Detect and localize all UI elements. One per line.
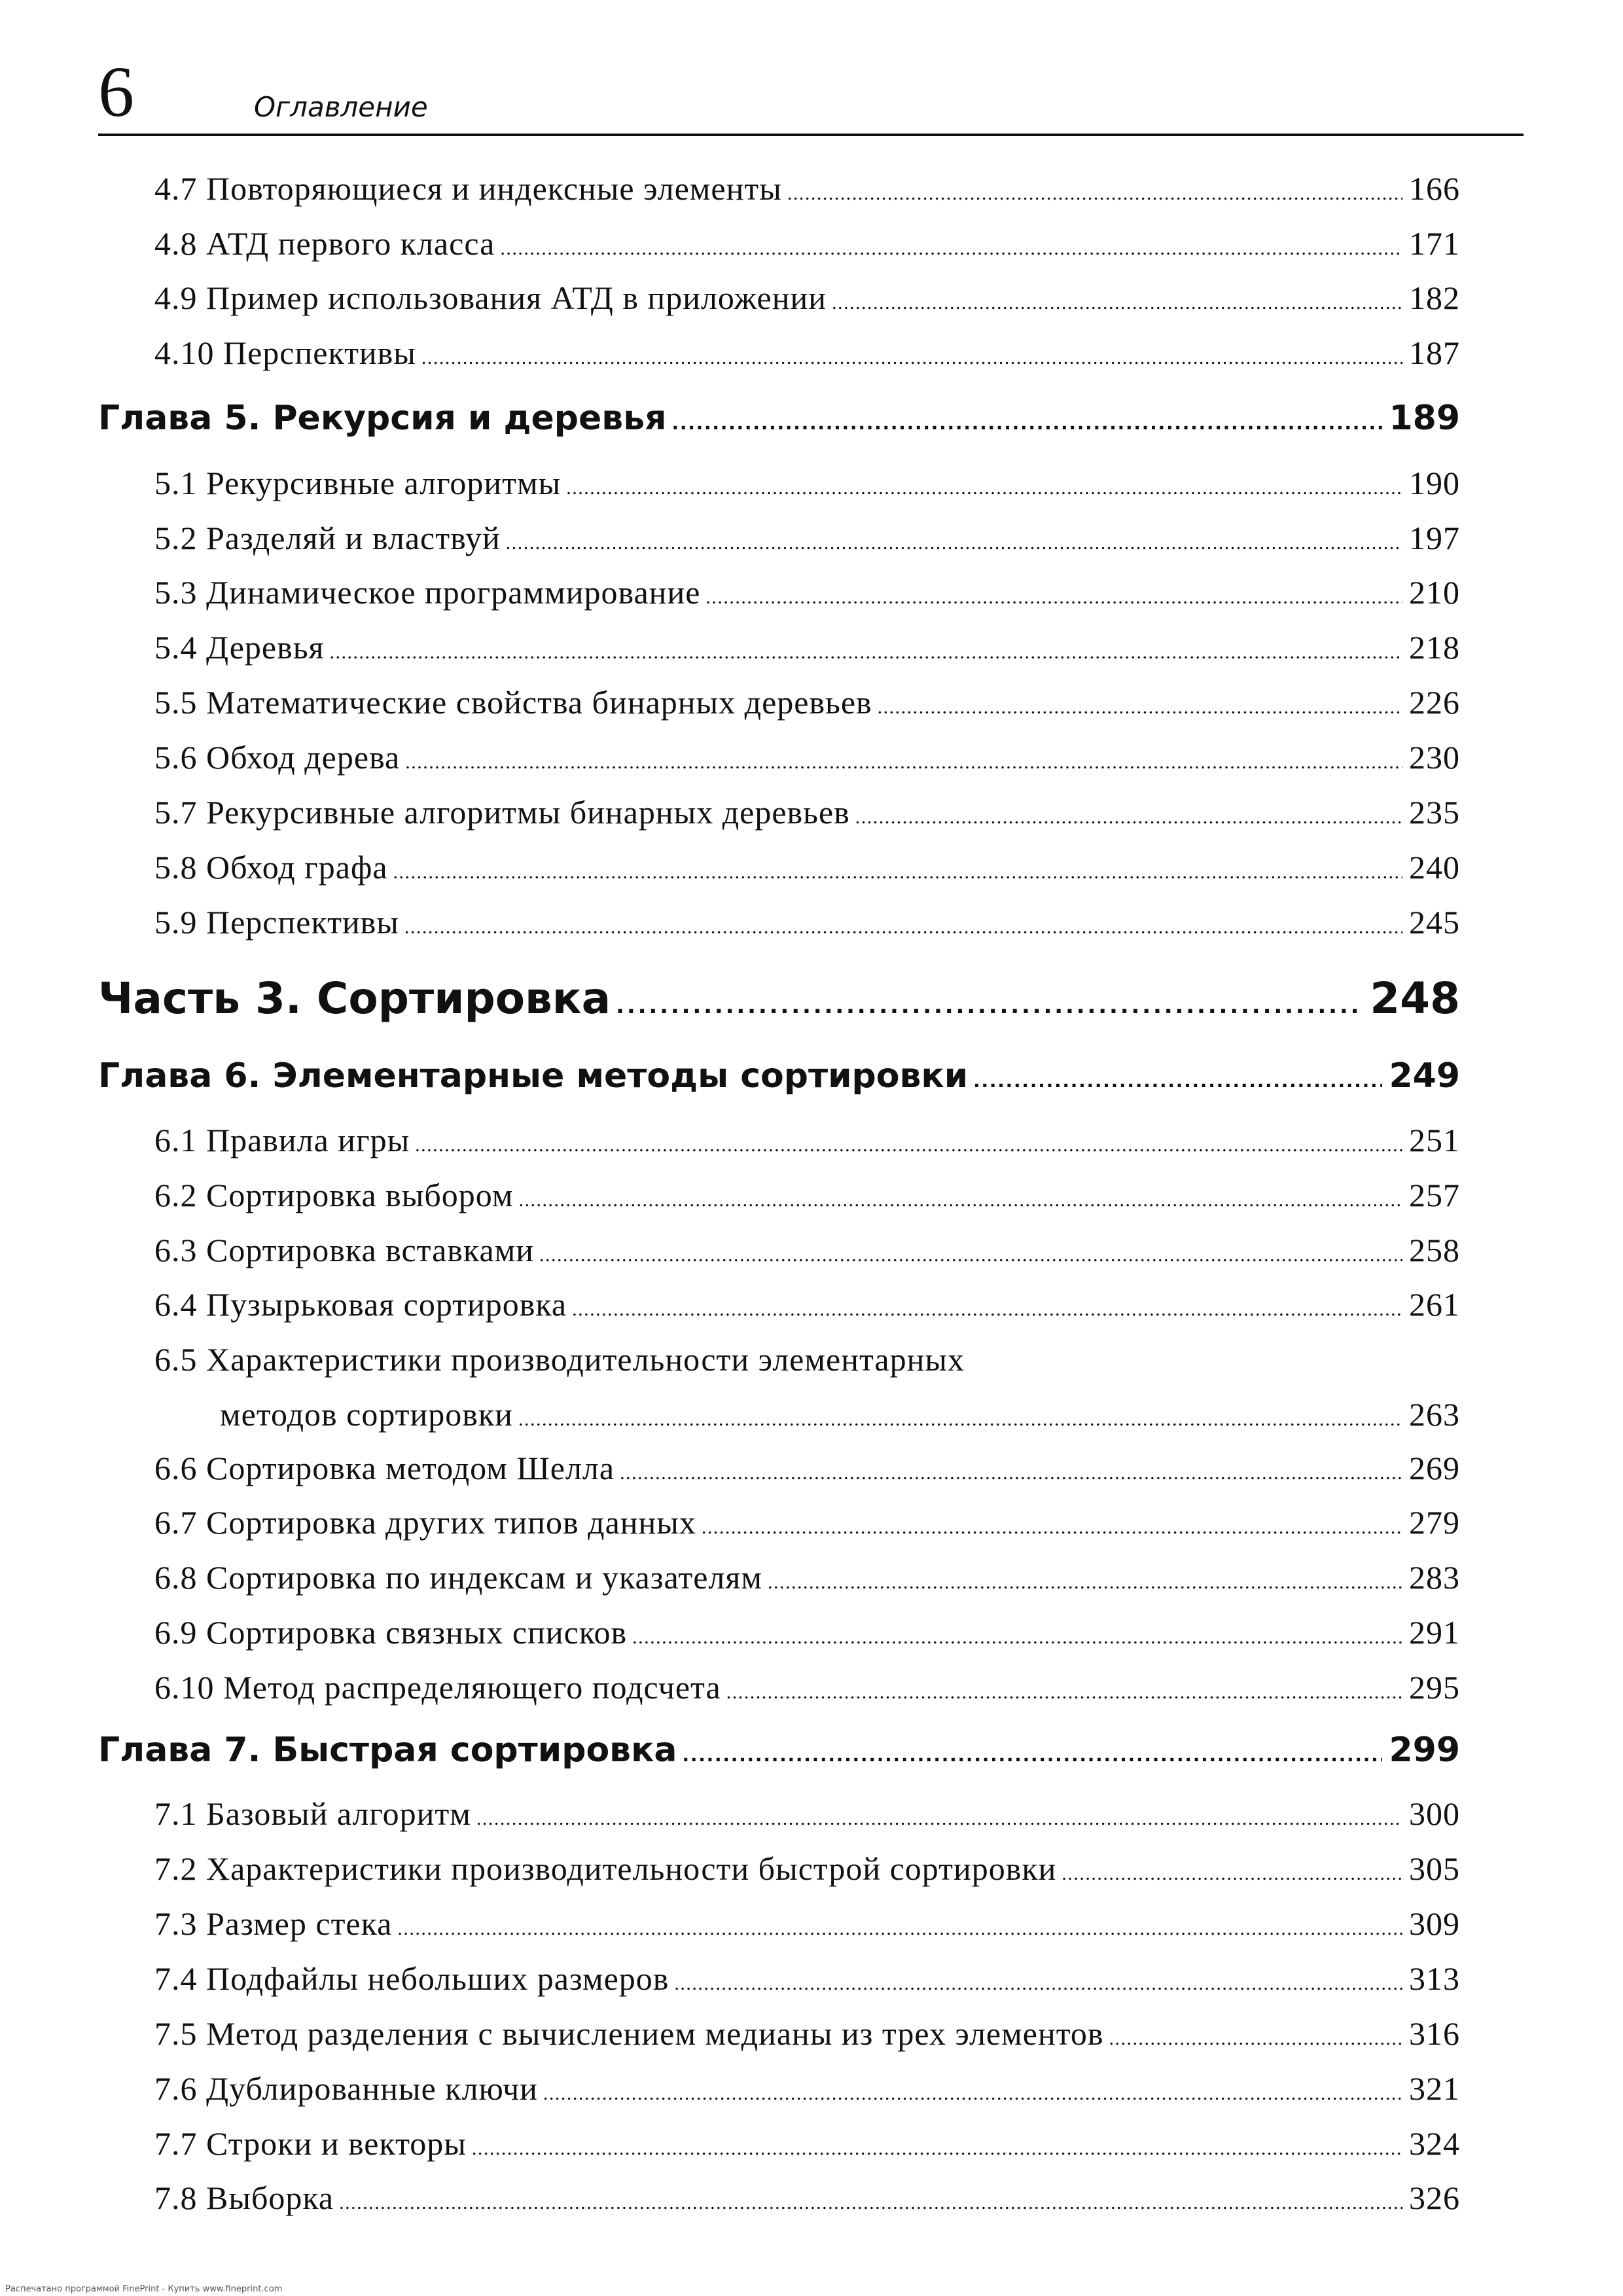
dot-leader bbox=[518, 1175, 1402, 1221]
running-head: Оглавление bbox=[254, 91, 428, 123]
toc-entry[interactable] bbox=[154, 1284, 1460, 1330]
toc-chapter-heading[interactable] bbox=[98, 397, 1460, 445]
dot-leader bbox=[393, 847, 1402, 893]
toc-entry-page: 189 bbox=[1389, 399, 1460, 438]
dot-leader bbox=[539, 1230, 1402, 1276]
dot-leader bbox=[855, 792, 1402, 838]
dot-leader bbox=[705, 572, 1402, 618]
dot-leader bbox=[768, 1557, 1402, 1603]
dot-leader bbox=[620, 1448, 1402, 1494]
toc-entry-title: Глава 5. Рекурсия и деревья bbox=[98, 399, 667, 438]
toc-entry-title: 7.8 Выборка bbox=[154, 2179, 334, 2216]
dot-leader bbox=[404, 902, 1402, 948]
toc-entry-page: 326 bbox=[1409, 2179, 1460, 2216]
toc-entry[interactable] bbox=[154, 332, 1460, 378]
dot-leader bbox=[476, 1793, 1402, 1839]
toc-entry-title: 5.6 Обход дерева bbox=[154, 739, 401, 776]
dot-leader bbox=[674, 1958, 1402, 2004]
dot-leader bbox=[566, 463, 1402, 509]
dot-leader bbox=[878, 682, 1402, 728]
toc-entry-title: 7.3 Размер стека bbox=[154, 1905, 393, 1942]
dot-leader bbox=[339, 2178, 1402, 2223]
toc-entry-page: 261 bbox=[1409, 1286, 1460, 1323]
toc-entry-page: 251 bbox=[1409, 1122, 1460, 1158]
toc-entry-title: 6.5 Характеристики производительности элементарных bbox=[154, 1341, 965, 1378]
toc-entry-title: 4.8 АТД первого класса bbox=[154, 225, 495, 262]
toc-entry-title: 6.9 Сортировка связных списков bbox=[154, 1614, 628, 1651]
toc-entry[interactable] bbox=[154, 2178, 1460, 2223]
toc-entry-page: 248 bbox=[1370, 973, 1460, 1024]
toc-entry-page: 166 bbox=[1409, 170, 1460, 207]
toc-entry[interactable] bbox=[154, 1175, 1460, 1221]
toc-entry-page: 197 bbox=[1409, 520, 1460, 556]
toc-entry-page: 230 bbox=[1409, 739, 1460, 776]
toc-entry-page: 305 bbox=[1409, 1850, 1460, 1887]
toc-entry-page: 269 bbox=[1409, 1450, 1460, 1486]
toc-entry-title: Глава 7. Быстрая сортировка bbox=[98, 1731, 677, 1770]
toc-entry-title: Глава 6. Элементарные методы сортировки bbox=[98, 1056, 969, 1096]
toc-entry-page: 249 bbox=[1389, 1056, 1460, 1096]
toc-entry-title: 6.1 Правила игры bbox=[154, 1122, 410, 1158]
toc-entry[interactable] bbox=[154, 1848, 1460, 1894]
dot-leader bbox=[726, 1667, 1402, 1713]
toc-chapter-heading[interactable] bbox=[98, 1729, 1460, 1777]
toc-entry[interactable] bbox=[154, 1667, 1460, 1713]
toc-entry-page: 295 bbox=[1409, 1669, 1460, 1706]
toc-entry-title: Часть 3. Сортировка bbox=[98, 973, 611, 1024]
toc-entry-page: 210 bbox=[1409, 574, 1460, 611]
toc-entry[interactable] bbox=[154, 1557, 1460, 1603]
toc-entry-title: 5.2 Разделяй и властвуй bbox=[154, 520, 501, 556]
toc-entry-page: 299 bbox=[1389, 1731, 1460, 1770]
toc-entry[interactable] bbox=[154, 518, 1460, 564]
toc-entry-title: 6.10 Метод распределяющего подсчета bbox=[154, 1669, 721, 1706]
toc-entry-page: 218 bbox=[1409, 629, 1460, 666]
dot-leader bbox=[405, 737, 1402, 783]
toc-entry[interactable] bbox=[154, 902, 1460, 948]
toc-entry-title: 5.3 Динамическое программирование bbox=[154, 574, 701, 611]
toc-entry-title: 7.7 Строки и векторы bbox=[154, 2125, 467, 2162]
toc-entry-title: 7.5 Метод разделения с вычислением медианы из трех элементов bbox=[154, 2015, 1104, 2052]
dot-leader bbox=[415, 1120, 1402, 1166]
toc-entry[interactable] bbox=[154, 168, 1460, 214]
toc-entry[interactable] bbox=[154, 1612, 1460, 1658]
toc-entry-title: 6.8 Сортировка по индексам и указателям bbox=[154, 1559, 762, 1596]
dot-leader bbox=[572, 1284, 1402, 1330]
toc-entry-continuation[interactable] bbox=[220, 1394, 1460, 1440]
toc-entry[interactable] bbox=[154, 463, 1460, 509]
page-number: 6 bbox=[98, 52, 134, 132]
toc-entry-page: 171 bbox=[1409, 225, 1460, 262]
toc-entry-page: 187 bbox=[1409, 334, 1460, 371]
toc-entry-title: 6.7 Сортировка других типов данных bbox=[154, 1504, 696, 1541]
dot-leader bbox=[518, 1394, 1402, 1440]
toc-part-heading[interactable] bbox=[98, 973, 1460, 1032]
toc-entry-title: 6.6 Сортировка методом Шелла bbox=[154, 1450, 615, 1486]
toc-entry-page: 324 bbox=[1409, 2125, 1460, 2162]
toc-entry-page: 245 bbox=[1409, 904, 1460, 941]
toc-entry-title: 6.2 Сортировка выбором bbox=[154, 1177, 514, 1213]
dot-leader bbox=[832, 278, 1402, 323]
dot-leader bbox=[330, 627, 1402, 673]
toc-entry-page: 258 bbox=[1409, 1232, 1460, 1268]
dot-leader bbox=[787, 168, 1402, 214]
dot-leader bbox=[543, 2068, 1402, 2114]
dot-leader bbox=[671, 397, 1382, 445]
toc-entry-page: 235 bbox=[1409, 794, 1460, 831]
toc-entry-page: 257 bbox=[1409, 1177, 1460, 1213]
dot-leader bbox=[1109, 2013, 1402, 2059]
toc-entry-title: 5.4 Деревья bbox=[154, 629, 325, 666]
toc-entry[interactable] bbox=[154, 1120, 1460, 1166]
toc-chapter-heading[interactable] bbox=[98, 1054, 1460, 1103]
toc-entry[interactable] bbox=[154, 737, 1460, 783]
toc-entry-page: 300 bbox=[1409, 1795, 1460, 1832]
toc-entry[interactable] bbox=[154, 2123, 1460, 2169]
dot-leader bbox=[472, 2123, 1402, 2169]
toc-entry[interactable] bbox=[154, 278, 1460, 323]
dot-leader bbox=[397, 1903, 1402, 1949]
toc-entry-page: 279 bbox=[1409, 1504, 1460, 1541]
toc-entry[interactable] bbox=[154, 627, 1460, 673]
toc-entry-page: 182 bbox=[1409, 279, 1460, 316]
toc-entry[interactable] bbox=[154, 1958, 1460, 2004]
toc-entry[interactable] bbox=[154, 1502, 1460, 1548]
dot-leader bbox=[506, 518, 1402, 564]
toc-entry-page: 316 bbox=[1409, 2015, 1460, 2052]
footer-watermark: Распечатано программой FinePrint - Купить www.fineprint.com bbox=[5, 2284, 283, 2294]
toc-entry-title: 6.4 Пузырьковая сортировка bbox=[154, 1286, 567, 1323]
toc-entry-title: 5.9 Перспективы bbox=[154, 904, 399, 941]
toc-entry-title: 5.1 Рекурсивные алгоритмы bbox=[154, 465, 562, 501]
toc-entry-title: 7.4 Подфайлы небольших размеров bbox=[154, 1960, 669, 1997]
dot-leader bbox=[973, 1054, 1382, 1103]
toc-entry-title: 5.8 Обход графа bbox=[154, 849, 388, 886]
dot-leader bbox=[702, 1502, 1402, 1548]
dot-leader bbox=[632, 1612, 1402, 1658]
toc-entry[interactable] bbox=[154, 847, 1460, 893]
toc-entry[interactable] bbox=[154, 1793, 1460, 1839]
toc-entry-page: 283 bbox=[1409, 1559, 1460, 1596]
toc-entry-page: 190 bbox=[1409, 465, 1460, 501]
toc-entry[interactable] bbox=[154, 1448, 1460, 1494]
toc-entry[interactable] bbox=[154, 2013, 1460, 2059]
toc-entry-title: 6.3 Сортировка вставками bbox=[154, 1232, 535, 1268]
toc-entry[interactable] bbox=[154, 2068, 1460, 2114]
toc-entry[interactable] bbox=[154, 1339, 1460, 1380]
toc-entry-title: 5.5 Математические свойства бинарных деревьев bbox=[154, 684, 872, 721]
toc-entry-page: 321 bbox=[1409, 2070, 1460, 2107]
toc-entry[interactable] bbox=[154, 792, 1460, 838]
toc-entry-title: 7.1 Базовый алгоритм bbox=[154, 1795, 471, 1832]
dot-leader bbox=[682, 1729, 1382, 1777]
toc-entry-title: 4.10 Перспективы bbox=[154, 334, 416, 371]
toc-entry-title-continuation: методов сортировки bbox=[220, 1396, 513, 1433]
toc-entry-page: 263 bbox=[1409, 1396, 1460, 1433]
toc-entry[interactable] bbox=[154, 1230, 1460, 1276]
toc-entry-title: 4.9 Пример использования АТД в приложении bbox=[154, 279, 827, 316]
dot-leader bbox=[421, 332, 1402, 378]
toc-entry-page: 226 bbox=[1409, 684, 1460, 721]
dot-leader bbox=[500, 223, 1402, 269]
toc-entry-title: 4.7 Повторяющиеся и индексные элементы bbox=[154, 170, 782, 207]
toc-entry-page: 313 bbox=[1409, 1960, 1460, 1997]
dot-leader bbox=[616, 973, 1363, 1032]
dot-leader bbox=[1061, 1848, 1402, 1894]
toc-entry[interactable] bbox=[154, 682, 1460, 728]
toc-entry-title: 5.7 Рекурсивные алгоритмы бинарных деревьев bbox=[154, 794, 850, 831]
toc-entry-title: 7.2 Характеристики производительности быстрой сортировки bbox=[154, 1850, 1057, 1887]
toc-entry[interactable] bbox=[154, 223, 1460, 269]
toc-entry-page: 291 bbox=[1409, 1614, 1460, 1651]
toc-entry-page: 309 bbox=[1409, 1905, 1460, 1942]
toc-entry[interactable] bbox=[154, 1903, 1460, 1949]
toc-entry[interactable] bbox=[154, 572, 1460, 618]
toc-entry-title: 7.6 Дублированные ключи bbox=[154, 2070, 538, 2107]
toc-entry-page: 240 bbox=[1409, 849, 1460, 886]
